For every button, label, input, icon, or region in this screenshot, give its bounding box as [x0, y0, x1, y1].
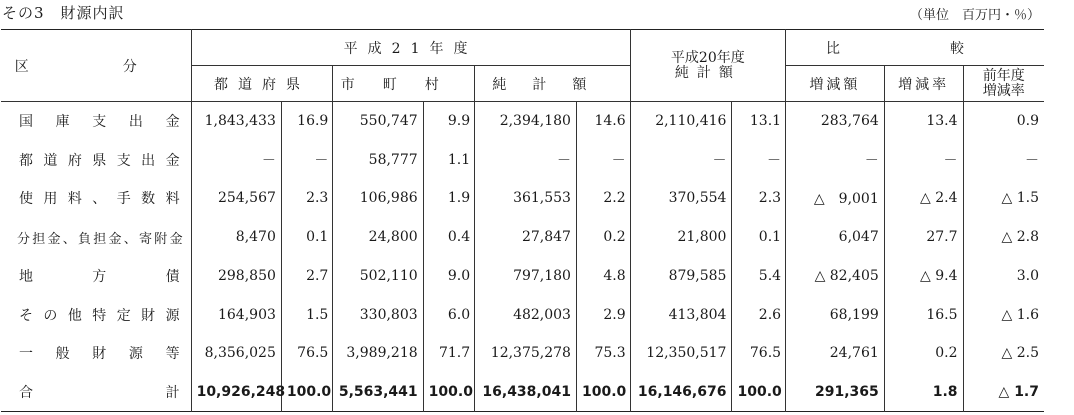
cell-net-amount: 12,375,278 — [475, 334, 577, 373]
cell-net-share: 4.8 — [576, 257, 630, 296]
header-fy-heisei21: 平成21年度 — [191, 30, 630, 66]
section-title: その3 財源内訳 — [2, 4, 125, 22]
header-prefectures: 都道府県 — [191, 66, 333, 102]
cell-prev-share: 13.1 — [732, 102, 786, 141]
table-row — [1, 334, 1044, 373]
cell-pref-share: 16.9 — [281, 102, 332, 141]
cell-pref-share: － — [281, 140, 332, 179]
row-label: 国庫支出金 — [19, 114, 181, 131]
cell-net-share: 0.2 — [576, 218, 630, 257]
header-category: 区 分 — [1, 30, 191, 102]
cell-prev-year-rate: △ 2.5 — [963, 334, 1044, 373]
cell-prev-amount: － — [630, 140, 732, 179]
header-net-total: 純計額 — [475, 66, 631, 102]
table-row — [1, 218, 1044, 257]
cell-pref-amount: 8,470 — [191, 218, 281, 257]
cell-diff-amount: △ 82,405 — [786, 257, 885, 296]
cell-muni-amount: 58,777 — [333, 140, 423, 179]
header-prev-rate-line1: 前年度 — [982, 67, 1025, 84]
cell-muni-amount: 106,986 — [333, 179, 423, 218]
cell-muni-share: 1.9 — [423, 179, 474, 218]
cell-pref-amount: － — [191, 140, 281, 179]
cell-net-share: － — [576, 140, 630, 179]
cell-muni-share: 9.0 — [423, 257, 474, 296]
cell-muni-share: 1.1 — [423, 140, 474, 179]
cell-net-amount: 482,003 — [475, 295, 577, 334]
cell-prev-share: － — [732, 140, 786, 179]
cell-diff-rate: － — [884, 140, 963, 179]
cell-diff-amount: 283,764 — [786, 102, 885, 141]
cell-prev-share: 2.3 — [732, 179, 786, 218]
table-row — [1, 295, 1044, 334]
cell-muni-share: 9.9 — [423, 102, 474, 141]
cell-pref-share: 2.3 — [281, 179, 332, 218]
cell-pref-share: 1.5 — [281, 295, 332, 334]
header-prev-year-rate — [963, 66, 1044, 102]
cell-diff-rate: 16.5 — [884, 295, 963, 334]
cell-net-amount: 797,180 — [475, 257, 577, 296]
cell-diff-amount: 24,761 — [786, 334, 885, 373]
cell-prev-amount: 2,110,416 — [630, 102, 732, 141]
row-label: 地方債 — [19, 268, 181, 285]
cell-pref-share: 0.1 — [281, 218, 332, 257]
cell-prev-amount: 413,804 — [630, 295, 732, 334]
cell-pref-amount: 8,356,025 — [191, 334, 281, 373]
cell-prev-year-rate: △ 1.5 — [963, 179, 1044, 218]
cell-diff-rate: 13.4 — [884, 102, 963, 141]
cell-prev-amount: 370,554 — [630, 179, 732, 218]
cell-muni-amount: 3,989,218 — [333, 334, 423, 373]
cell-net-share: 2.9 — [576, 295, 630, 334]
table-row-total — [1, 373, 1044, 412]
cell-net-amount: 16,438,041 — [475, 373, 577, 412]
row-label: 一般財源等 — [19, 346, 181, 363]
cell-prev-share: 5.4 — [732, 257, 786, 296]
table-row — [1, 257, 1044, 296]
cell-diff-rate: 0.2 — [884, 334, 963, 373]
cell-prev-share: 76.5 — [732, 334, 786, 373]
header-increase-amount: 増減額 — [786, 66, 885, 102]
cell-prev-year-rate: － — [963, 140, 1044, 179]
cell-prev-year-rate: 3.0 — [963, 257, 1044, 296]
cell-diff-amount: － — [786, 140, 885, 179]
cell-diff-amount: △ 9,001 — [786, 179, 885, 218]
header-heisei20-net: 純計額 — [674, 64, 741, 81]
cell-diff-amount: 6,047 — [786, 218, 885, 257]
cell-net-amount: 27,847 — [475, 218, 577, 257]
cell-diff-rate: △ 9.4 — [884, 257, 963, 296]
header-heisei20-year: 平成20年度 — [670, 49, 745, 66]
cell-muni-amount: 550,747 — [333, 102, 423, 141]
unit-note: （単位 百万円・％） — [909, 8, 1040, 23]
cell-muni-share: 71.7 — [423, 334, 474, 373]
cell-prev-amount: 21,800 — [630, 218, 732, 257]
cell-prev-year-rate: △ 1.6 — [963, 295, 1044, 334]
header-comparison: 比較 — [786, 30, 1044, 66]
cell-muni-amount: 24,800 — [333, 218, 423, 257]
cell-net-amount: 361,553 — [475, 179, 577, 218]
cell-net-amount: － — [475, 140, 577, 179]
cell-muni-share: 0.4 — [423, 218, 474, 257]
cell-muni-share: 100.0 — [423, 373, 474, 412]
cell-muni-amount: 330,803 — [333, 295, 423, 334]
cell-pref-share: 76.5 — [281, 334, 332, 373]
cell-prev-year-rate: △ 2.8 — [963, 218, 1044, 257]
row-label: 使用料、手数料 — [19, 191, 181, 208]
cell-muni-amount: 5,563,441 — [333, 373, 423, 412]
row-label: その他特定財源 — [19, 307, 181, 324]
cell-pref-amount: 164,903 — [191, 295, 281, 334]
cell-pref-amount: 254,567 — [191, 179, 281, 218]
table-row — [1, 179, 1044, 218]
header-fy-heisei20 — [630, 30, 785, 102]
cell-muni-share: 6.0 — [423, 295, 474, 334]
cell-pref-amount: 10,926,248 — [191, 373, 281, 412]
table-row — [1, 140, 1044, 179]
cell-diff-rate: 27.7 — [884, 218, 963, 257]
cell-net-amount: 2,394,180 — [475, 102, 577, 141]
cell-prev-year-rate: 0.9 — [963, 102, 1044, 141]
cell-prev-amount: 12,350,517 — [630, 334, 732, 373]
row-label: 合計 — [19, 384, 181, 401]
cell-pref-amount: 298,850 — [191, 257, 281, 296]
cell-prev-amount: 879,585 — [630, 257, 732, 296]
revenue-breakdown-table — [1, 29, 1074, 412]
row-label: 都道府県支出金 — [19, 152, 181, 169]
cell-diff-rate: △ 2.4 — [884, 179, 963, 218]
cell-pref-share: 2.7 — [281, 257, 332, 296]
cell-prev-amount: 16,146,676 — [630, 373, 732, 412]
cell-net-share: 14.6 — [576, 102, 630, 141]
cell-prev-year-rate: △ 1.7 — [963, 373, 1044, 412]
header-prev-rate-line2: 増減率 — [982, 82, 1025, 99]
cell-net-share: 2.2 — [576, 179, 630, 218]
cell-net-share: 100.0 — [576, 373, 630, 412]
cell-pref-share: 100.0 — [281, 373, 332, 412]
table-row — [1, 102, 1044, 141]
cell-net-share: 75.3 — [576, 334, 630, 373]
cell-prev-share: 100.0 — [732, 373, 786, 412]
cell-prev-share: 2.6 — [732, 295, 786, 334]
cell-diff-amount: 291,365 — [786, 373, 885, 412]
cell-diff-amount: 68,199 — [786, 295, 885, 334]
cell-pref-amount: 1,843,433 — [191, 102, 281, 141]
cell-muni-amount: 502,110 — [333, 257, 423, 296]
cell-diff-rate: 1.8 — [884, 373, 963, 412]
cell-prev-share: 0.1 — [732, 218, 786, 257]
header-increase-rate: 増減率 — [884, 66, 963, 102]
header-municipalities: 市町村 — [333, 66, 475, 102]
row-label: 分担金、負担金、寄附金 — [17, 231, 183, 247]
